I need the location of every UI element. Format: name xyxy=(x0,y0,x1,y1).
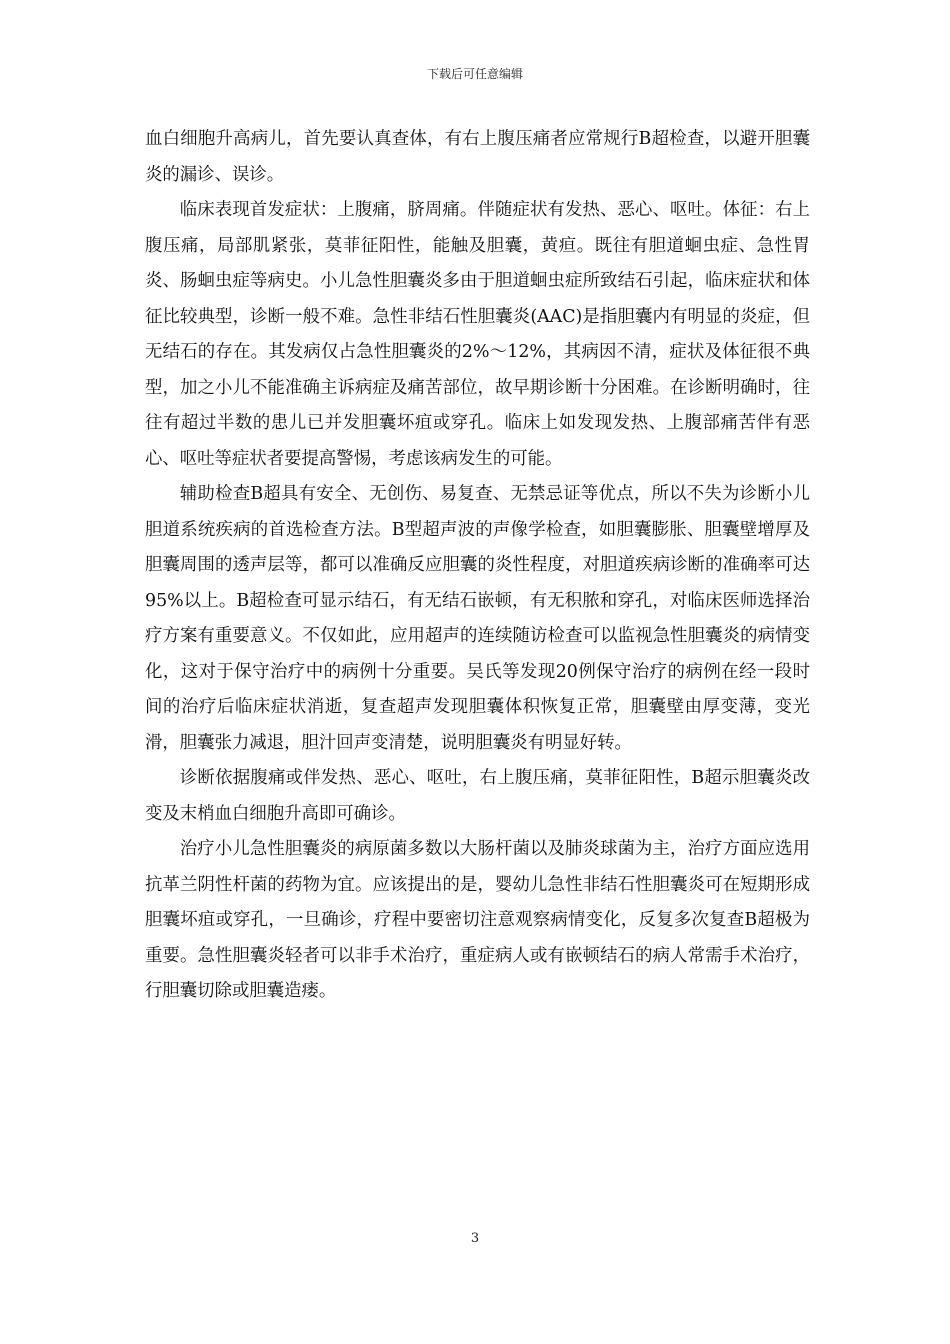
paragraph-clinical-presentation: 临床表现首发症状：上腹痛，脐周痛。伴随症状有发热、恶心、呕吐。体征：右上腹压痛，局部肌紧张，莫菲征阳性，能触及胆囊，黄疸。既往有胆道蛔虫症、急性胃炎、肠蛔虫症等病史。小儿急性胆囊炎多由于胆道蛔虫症所致结石引起，临床症状和体征比较典型，诊断一般不难。急性非结石性胆囊炎(AAC)是指胆囊内有明显的炎症，但无结石的存在。其发病仅占急性胆囊炎的2%～12%，其病因不清，症状及体征很不典型，加之小儿不能准确主诉病症及痛苦部位，故早期诊断十分困难。在诊断明确时，往往有超过半数的患儿已并发胆囊坏疽或穿孔。临床上如发现发热、上腹部痛苦伴有恶心、呕吐等症状者要提高警惕，考虑该病发生的可能。 xyxy=(145,200,810,469)
paragraph-diagnostic-criteria: 诊断依据腹痛或伴发热、恶心、呕吐，右上腹压痛，莫菲征阳性，B超示胆囊炎改变及末梢血白细胞升高即可确诊。 xyxy=(145,768,810,824)
page-header: 下载后可任意编辑 xyxy=(426,67,523,81)
paragraph-auxiliary-examination: 辅助检查B超具有安全、无创伤、易复查、无禁忌证等优点，所以不失为诊断小儿胆道系统疾病的首选检查方法。B型超声波的声像学检查，如胆囊膨胀、胆囊壁增厚及胆囊周围的透声层等，都可以准确反应胆囊的炎性程度，对胆道疾病诊断的准确率可达95%以上。B超检查可显示结石，有无结石嵌顿，有无积脓和穿孔，对临床医师选择治疗方案有重要意义。不仅如此，应用超声的连续随访检查可以监视急性胆囊炎的病情变化，这对于保守治疗中的病例十分重要。吴氏等发现20例保守治疗的病例在经一段时间的治疗后临床症状消逝，复查超声发现胆囊体积恢复正常，胆囊壁由厚变薄，变光滑，胆囊张力减退，胆汁回声变清楚，说明胆囊炎有明显好转。 xyxy=(145,484,810,753)
page-number: 3 xyxy=(470,1231,480,1246)
document-body xyxy=(145,122,810,1010)
paragraph-treatment: 治疗小儿急性胆囊炎的病原菌多数以大肠杆菌以及肺炎球菌为主，治疗方面应选用抗革兰阴性杆菌的药物为宜。应该提出的是，婴幼儿急性非结石性胆囊炎可在短期形成胆囊坏疽或穿孔，一旦确诊，疗程中要密切注意观察病情变化，反复多次复查B超极为重要。急性胆囊炎轻者可以非手术治疗，重症病人或有嵌顿结石的病人常需手术治疗，行胆囊切除或胆囊造瘘。 xyxy=(145,839,810,1001)
paragraph-blood-count-continuation: 血白细胞升高病儿，首先要认真查体，有右上腹压痛者应常规行B超检查，以避开胆囊炎的漏诊、误诊。 xyxy=(145,129,810,185)
